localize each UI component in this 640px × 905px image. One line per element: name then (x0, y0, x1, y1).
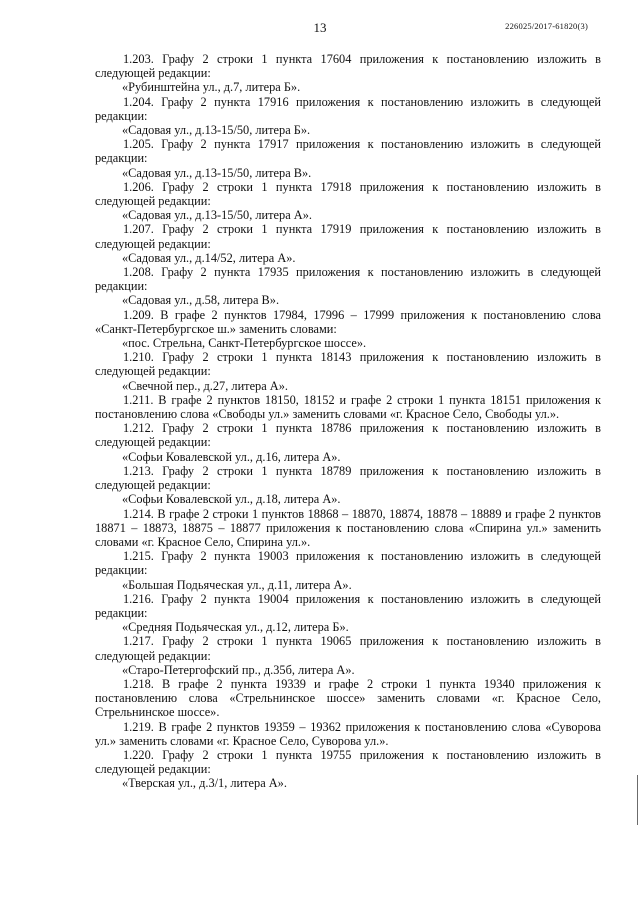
amendment-paragraph: 1.207. Графу 2 строки 1 пункта 17919 приложения к постановлению изложить в следующей редакции: (95, 222, 601, 251)
amendment-paragraph: 1.212. Графу 2 строки 1 пункта 18786 приложения к постановлению изложить в следующей редакции: (95, 421, 601, 450)
amendment-paragraph: 1.209. В графе 2 пунктов 17984, 17996 – 17999 приложения к постановлению слова «Санкт-Петербургское ш.» заменить словами: (95, 307, 601, 336)
amendment-paragraph: 1.220. Графу 2 строки 1 пункта 19755 приложения к постановлению изложить в следующей редакции: (95, 747, 601, 777)
amendment-paragraph: 1.205. Графу 2 пункта 17917 приложения к постановлению изложить в следующей редакции: (95, 137, 601, 166)
amendment-paragraph: 1.219. В графе 2 пунктов 19359 – 19362 приложения к постановлению слова «Суворова ул.» заменить словами «г. Красное Село, Суворова ул.». (95, 719, 601, 748)
quoted-address: «пос. Стрельна, Санкт-Петербургское шоссе». (122, 336, 367, 351)
amendment-paragraph: 1.211. В графе 2 пунктов 18150, 18152 и графе 2 строки 1 пункта 18151 приложения к постановлению слова «Свободы ул.» заменить словами «г. Красное Село, Свободы ул.». (95, 392, 601, 422)
document-body (95, 52, 601, 791)
quoted-address: «Средняя Подьяческая ул., д.12, литера Б». (122, 620, 349, 635)
amendment-paragraph: 1.203. Графу 2 строки 1 пункта 17604 приложения к постановлению изложить в следующей редакции: (95, 52, 601, 81)
quoted-address: «Садовая ул., д.13-15/50, литера Б». (122, 123, 311, 138)
amendment-paragraph: 1.216. Графу 2 пункта 19004 приложения к постановлению изложить в следующей редакции: (95, 591, 601, 620)
quoted-address: «Большая Подьяческая ул., д.11, литера А». (122, 577, 352, 592)
amendment-paragraph: 1.208. Графу 2 пункта 17935 приложения к постановлению изложить в следующей редакции: (95, 265, 601, 294)
amendment-paragraph: 1.214. В графе 2 строки 1 пунктов 18868 – 18870, 18874, 18878 – 18889 и графе 2 пунктов 18871 – 18873, 18875 – 18877 приложения к постановлению слова «Спирина ул.» заменить словами «г. Красное Село, Спирина ул.». (95, 506, 601, 549)
quoted-address: «Софьи Ковалевской ул., д.18, литера А». (122, 492, 341, 507)
quoted-address: «Рубинштейна ул., д.7, литера Б». (122, 80, 301, 95)
amendment-paragraph: 1.215. Графу 2 пункта 19003 приложения к постановлению изложить в следующей редакции: (95, 549, 601, 578)
quoted-address: «Софьи Ковалевской ул., д.16, литера А». (122, 449, 341, 464)
quoted-address: «Садовая ул., д.58, литера В». (122, 293, 280, 308)
quoted-address: «Садовая ул., д.13-15/50, литера А». (122, 208, 312, 223)
amendment-paragraph: 1.218. В графе 2 пункта 19339 и графе 2 строки 1 пункта 19340 приложения к постановлению слова «Стрельнинское шоссе» заменить словами «г. Красное Село, Стрельнинское шоссе». (95, 676, 601, 720)
scan-edge-mark (637, 775, 638, 825)
document-id: 226025/2017-61820(3) (505, 21, 588, 31)
amendment-paragraph: 1.210. Графу 2 строки 1 пункта 18143 приложения к постановлению изложить в следующей редакции: (95, 350, 601, 379)
quoted-address: «Старо-Петергофский пр., д.35б, литера А». (122, 662, 355, 677)
page-number: 13 (313, 20, 327, 35)
amendment-paragraph: 1.213. Графу 2 строки 1 пункта 18789 приложения к постановлению изложить в следующей редакции: (95, 463, 601, 493)
quoted-address: «Садовая ул., д.13-15/50, литера В». (122, 165, 312, 180)
amendment-paragraph: 1.206. Графу 2 строки 1 пункта 17918 приложения к постановлению изложить в следующей редакции: (95, 179, 601, 209)
quoted-address: «Свечной пер., д.27, литера А». (122, 378, 288, 393)
quoted-address: «Садовая ул., д.14/52, литера А». (122, 250, 296, 265)
amendment-paragraph: 1.217. Графу 2 строки 1 пункта 19065 приложения к постановлению изложить в следующей редакции: (95, 634, 601, 663)
quoted-address: «Тверская ул., д.3/1, литера А». (122, 776, 287, 791)
amendment-paragraph: 1.204. Графу 2 пункта 17916 приложения к постановлению изложить в следующей редакции: (95, 94, 601, 123)
